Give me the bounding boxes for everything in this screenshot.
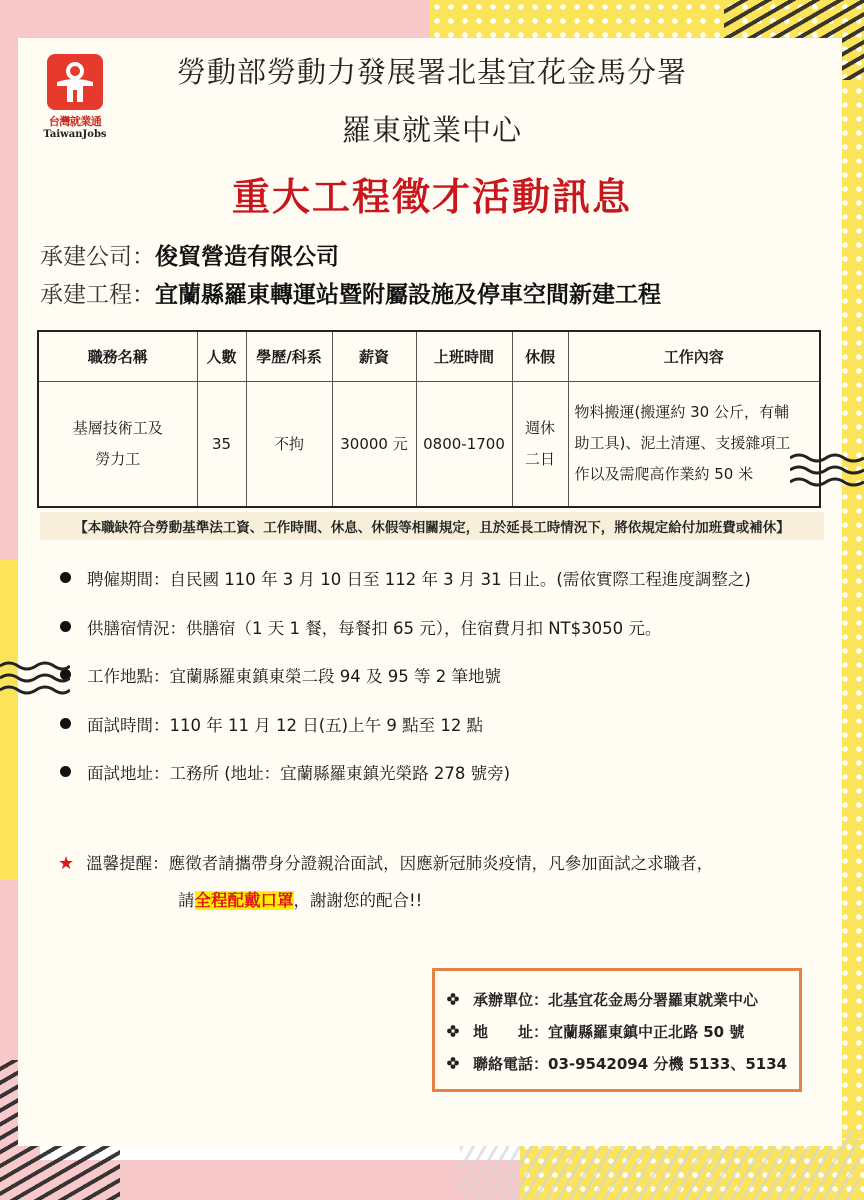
organization-name: 勞動部勞動力發展署北基宜花金馬分署 — [176, 55, 687, 89]
contact-address — [447, 1015, 799, 1047]
work-location: 工作地點：宜蘭縣羅東鎮東榮二段 94 及 95 等 2 筆地號 — [87, 667, 501, 686]
list-item — [58, 566, 751, 615]
list-item — [58, 615, 751, 664]
company-line — [40, 238, 339, 271]
star-icon: ★ — [58, 853, 75, 874]
job-table — [37, 330, 821, 508]
cell-job-title — [38, 381, 197, 507]
reminder-text: 溫馨提醒：應徵者請攜帶身分證親洽面試，因應新冠肺炎疫情，凡參加面試之求職者， — [86, 854, 714, 873]
meals-lodging: 供膳宿情況：供膳宿（1 天 1 餐，每餐扣 65 元），住宿費月扣 NT$3050 元。 — [87, 618, 662, 638]
contact-box — [432, 968, 802, 1092]
header-description: 工作內容 — [568, 331, 820, 381]
company-label: 承建公司： — [40, 244, 155, 270]
list-item — [58, 712, 751, 761]
reminder-line2 — [178, 887, 422, 911]
interview-time: 面試時間：110 年 11 月 12 日(五)上午 9 點至 12 點 — [87, 715, 484, 735]
page-title: 重大工程徵才活動訊息 — [231, 175, 632, 219]
reminder-line1 — [58, 850, 713, 874]
wave-decoration-icon — [0, 660, 70, 700]
wave-decoration-icon — [790, 452, 864, 492]
pink-top-band — [0, 0, 430, 40]
mask-highlight: 全程配戴口罩 — [194, 891, 294, 910]
job-title-line1: 基層技術工及 — [72, 418, 163, 437]
organizer-text: 承辦單位：北基宜花金馬分署羅東就業中心 — [473, 990, 759, 1009]
bullet-dot-icon — [60, 572, 71, 583]
company-value: 俊貿營造有限公司 — [155, 244, 339, 270]
interview-address: 面試地址：工務所 (地址：宜蘭縣羅東鎮光榮路 278 號旁) — [87, 764, 511, 783]
header-salary: 薪資 — [332, 331, 416, 381]
bullet-dot-icon — [60, 766, 71, 777]
project-line — [40, 276, 661, 309]
header-hours: 上班時間 — [416, 331, 512, 381]
flower-bullet-icon — [447, 1025, 459, 1037]
header-leave: 休假 — [512, 331, 568, 381]
labor-law-note: 【本職缺符合勞動基準法工資、工作時間、休息、休假等相關規定，且於延長工時情況下，將依規定給付加班費或補休】 — [40, 512, 824, 540]
list-item — [58, 760, 751, 809]
bullet-dot-icon — [60, 718, 71, 729]
header-education: 學歷/科系 — [246, 331, 332, 381]
logo-text-en: TaiwanJobs — [43, 129, 107, 140]
address-text: 地 址：宜蘭縣羅東鎮中正北路 50 號 — [473, 1022, 745, 1041]
cell-count: 35 — [197, 381, 246, 507]
bullet-dot-icon — [60, 621, 71, 632]
description-line1: 物料搬運(搬運約 30 公斤，有輔 — [574, 403, 789, 422]
reminder-suffix: ，謝謝您的配合!! — [293, 891, 423, 910]
cell-description — [568, 381, 820, 507]
leave-line2: 二日 — [524, 449, 555, 468]
contact-organizer — [447, 983, 799, 1015]
cell-salary: 30000 元 — [332, 381, 416, 507]
header-count: 人數 — [197, 331, 246, 381]
flower-bullet-icon — [447, 1057, 459, 1069]
contact-phone — [447, 1047, 799, 1079]
leave-line1: 週休 — [524, 418, 555, 437]
cell-hours: 0800-1700 — [416, 381, 512, 507]
list-item — [58, 663, 751, 712]
flower-bullet-icon — [447, 993, 459, 1005]
header-job-title: 職務名稱 — [38, 331, 197, 381]
table-header-row — [38, 331, 820, 381]
phone-text: 聯絡電話：03-9542094 分機 5133、5134 — [473, 1054, 788, 1073]
description-line3: 作以及需爬高作業約 50 米 — [574, 465, 754, 484]
project-value: 宜蘭縣羅東轉運站暨附屬設施及停車空間新建工程 — [155, 282, 661, 308]
center-name: 羅東就業中心 — [341, 113, 522, 147]
reminder-prefix: 請 — [178, 891, 195, 910]
table-row — [38, 381, 820, 507]
cell-education: 不拘 — [246, 381, 332, 507]
info-list — [58, 566, 751, 809]
logo-text-cn: 台灣就業通 — [48, 115, 102, 128]
cell-leave — [512, 381, 568, 507]
employment-period: 聘僱期間：自民國 110 年 3 月 10 日至 112 年 3 月 31 日止。(需依實際工程進度調整之) — [87, 570, 751, 589]
job-title-line2: 勞力工 — [95, 449, 141, 468]
project-label: 承建工程： — [40, 282, 155, 308]
description-line2: 助工具)、泥土清運、支援雜項工 — [574, 434, 791, 453]
